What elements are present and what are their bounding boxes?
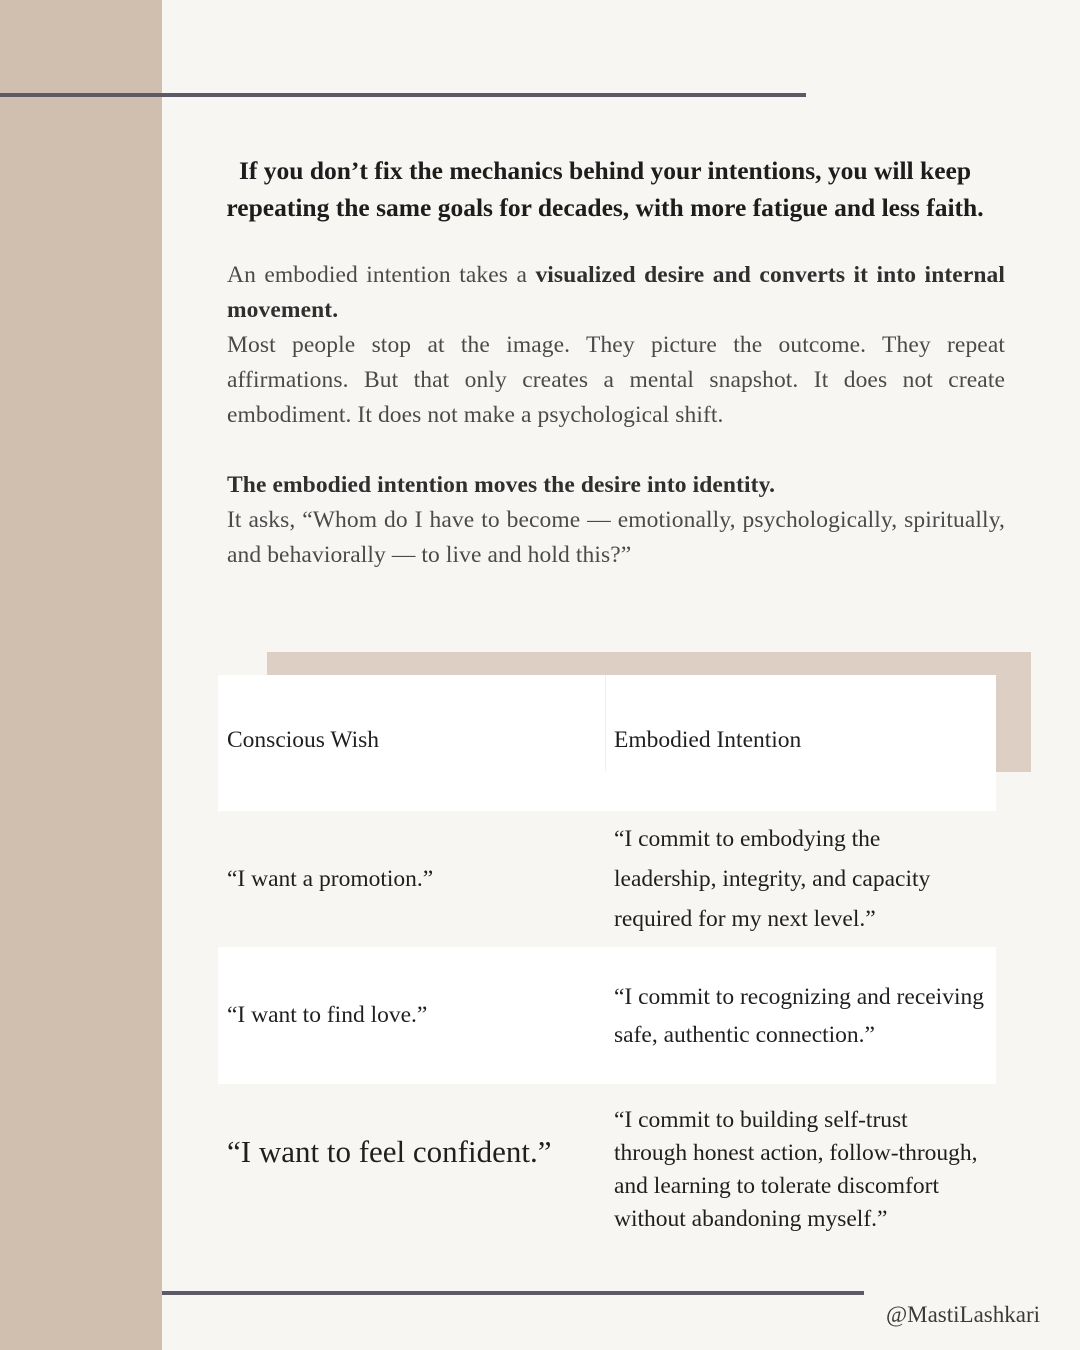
paragraph-explanation: Most people stop at the image. They picture the outcome. They repeat affirmations. But that only creates a mental snapshot. It does not create embodiment. It does not make a psychological shift. xyxy=(227,332,1005,428)
paragraph-question: It asks, “Whom do I have to become — emotionally, psychologically, spiritually, and behaviorally — to live and hold this?” xyxy=(227,507,1005,568)
wish-cell: “I want a promotion.” xyxy=(227,865,434,892)
author-handle: @MastiLashkari xyxy=(885,1302,1040,1327)
header-embodied-intention: Embodied Intention xyxy=(614,726,802,753)
wish-cell: “I want to feel confident.” xyxy=(227,1134,552,1169)
bottom-divider-line xyxy=(162,1291,864,1295)
intention-cell: “I commit to building self-trust through honest action, follow-through, and learning to tolerate discomfort without abandoning myself.” xyxy=(614,1107,978,1232)
definition-intro: An embodied intention takes a xyxy=(227,262,536,288)
intention-cell: “I commit to embodying the leadership, integrity, and capacity required for my next level.” xyxy=(614,826,931,932)
paragraph-identity-heading xyxy=(227,468,1005,503)
body-text xyxy=(227,258,1005,573)
headline xyxy=(170,152,1040,226)
table-row xyxy=(218,1084,996,1274)
wish-cell: “I want to find love.” xyxy=(227,1002,428,1028)
headline-line-1: If you don’t fix the mechanics behind your intentions, you will keep xyxy=(238,156,972,185)
header-conscious-wish: Conscious Wish xyxy=(218,675,606,771)
intention-cell: “I commit to recognizing and receiving safe, authentic connection.” xyxy=(614,983,984,1048)
top-divider-line xyxy=(0,93,806,97)
definition-bold: visualized desire and converts it into internal movement. xyxy=(227,262,1005,323)
identity-heading: The embodied intention moves the desire into identity. xyxy=(227,472,776,498)
comparison-table xyxy=(218,675,996,1274)
headline-line-2: repeating the same goals for decades, with more fatigue and less faith. xyxy=(226,193,984,222)
table-header-row xyxy=(218,675,996,811)
table-row xyxy=(218,811,996,947)
left-sidebar-band xyxy=(0,0,162,1350)
paragraph-definition xyxy=(227,258,1005,328)
table-row xyxy=(218,947,996,1084)
